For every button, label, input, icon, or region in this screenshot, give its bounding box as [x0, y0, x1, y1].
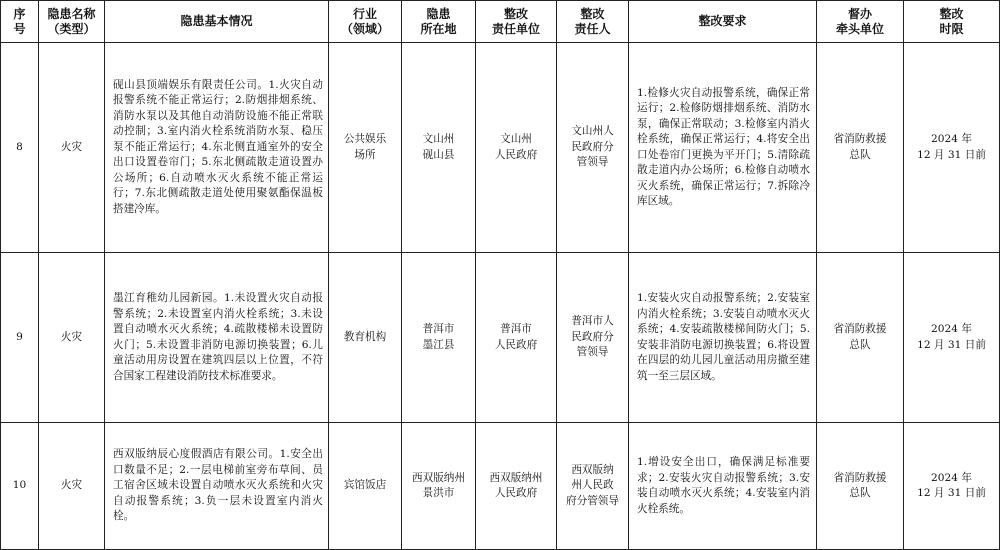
deadline: 2024 年 12 月 31 日前 — [904, 43, 1000, 253]
row-number: 8 — [1, 43, 39, 253]
header-requirement: 整改要求 — [629, 1, 817, 43]
responsible-person: 普洱市人 民政府分 管领导 — [557, 253, 629, 423]
header-name: 隐患名称 （类型） — [39, 1, 105, 43]
hazard-type: 火灾 — [39, 43, 105, 253]
responsible-unit: 西双版纳州 人民政府 — [476, 423, 557, 550]
hazard-situation: 墨江育稚幼儿园新园。1.未设置火灾自动报警系统；2.未设置室内消火栓系统；3.未设置自动喷水灭火系统；4.疏散楼梯未设置防火门；5.未设置非消防电源切换装置；6.儿童活动用房设置在建筑四层以上位置，不符合国家工程建设消防技术标准要求。 — [105, 253, 329, 423]
row-number: 9 — [1, 253, 39, 423]
table-row — [1, 253, 1000, 423]
location: 西双版纳州 景洪市 — [402, 423, 476, 550]
hazard-type: 火灾 — [39, 423, 105, 550]
header-row — [1, 1, 1000, 43]
hazard-situation: 砚山县顶端娱乐有限责任公司。1.火灾自动报警系统不能正常运行；2.防烟排烟系统、消防水泵以及其他自动消防设施不能正常联动控制；3.室内消火栓系统消防水泵、稳压泵不能正常运行；4.东北侧直通室外的安全出口设置卷帘门；5.东北侧疏散走道设置办公场所；6.自动喷水灭火系统不能正常运行；7.东北侧疏散走道处使用聚氨酯保温板搭建冷库。 — [105, 43, 329, 253]
rectification-requirement: 1.安装火灾自动报警系统；2.安装室内消火栓系统；3.安装自动喷水灭火系统；4.安装疏散楼梯间防火门；5.安装非消防电源切换装置；6.将设置在四层的幼儿园儿童活动用房撤至建筑一至三层区域。 — [629, 253, 817, 423]
rectification-requirement: 1.检修火灾自动报警系统，确保正常运行；2.检修防烟排烟系统、消防水泵，确保正常联动；3.检修室内消火栓系统，确保正常运行；4.将安全出口处卷帘门更换为平开门；5.清除疏散走道内办公场所；6.检修自动喷水灭火系统，确保正常运行；7.拆除冷库区域。 — [629, 43, 817, 253]
responsible-person: 文山州人 民政府分 管领导 — [557, 43, 629, 253]
header-supervisor: 督办 牵头单位 — [817, 1, 904, 43]
supervising-unit: 省消防救援 总队 — [817, 43, 904, 253]
row-number: 10 — [1, 423, 39, 550]
industry: 宾馆饭店 — [329, 423, 402, 550]
table-row — [1, 423, 1000, 550]
header-industry: 行业 （领域） — [329, 1, 402, 43]
deadline: 2024 年 12 月 31 日前 — [904, 253, 1000, 423]
header-situation: 隐患基本情况 — [105, 1, 329, 43]
rectification-requirement: 1.增设安全出口，确保满足标准要求；2.安装火灾自动报警系统；3.安装自动喷水灭火系统；4.安装室内消火栓系统。 — [629, 423, 817, 550]
hazard-type: 火灾 — [39, 253, 105, 423]
header-deadline: 整改 时限 — [904, 1, 1000, 43]
supervising-unit: 省消防救援 总队 — [817, 253, 904, 423]
header-no: 序 号 — [1, 1, 39, 43]
deadline: 2024 年 12 月 31 日前 — [904, 423, 1000, 550]
header-person: 整改 责任人 — [557, 1, 629, 43]
location: 文山州 砚山县 — [402, 43, 476, 253]
table-row — [1, 43, 1000, 253]
responsible-unit: 普洱市 人民政府 — [476, 253, 557, 423]
supervising-unit: 省消防救援 总队 — [817, 423, 904, 550]
header-unit: 整改 责任单位 — [476, 1, 557, 43]
industry: 教育机构 — [329, 253, 402, 423]
industry: 公共娱乐 场所 — [329, 43, 402, 253]
header-location: 隐患 所在地 — [402, 1, 476, 43]
responsible-unit: 文山州 人民政府 — [476, 43, 557, 253]
responsible-person: 西双版纳 州人民政 府分管领导 — [557, 423, 629, 550]
hazard-situation: 西双版纳辰心度假酒店有限公司。1.安全出口数量不足；2.一层电梯前室旁布草间、员工宿舍区域未设置自动喷水灭火系统和火灾自动报警系统；3.负一层未设置室内消火栓。 — [105, 423, 329, 550]
location: 普洱市 墨江县 — [402, 253, 476, 423]
